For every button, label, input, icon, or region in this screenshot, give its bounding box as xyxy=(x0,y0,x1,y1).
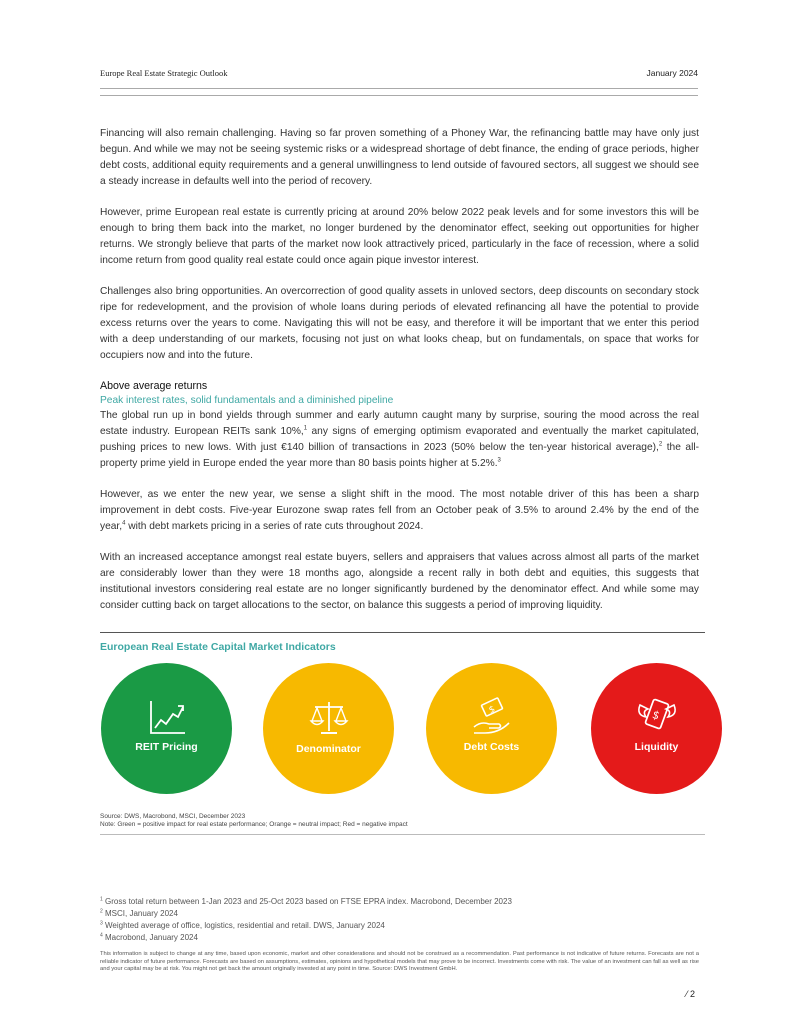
indicators-title: European Real Estate Capital Market Indicators xyxy=(100,641,336,653)
paragraph-4 xyxy=(100,408,699,472)
page-number: ⁄ 2 xyxy=(686,989,696,999)
indicator-label: Denominator xyxy=(296,743,361,755)
paragraph-4-part-b: any signs of emerging optimism evaporated and eventually the market capitulated, pushing prices to new lows. With just €140 billion of transactions in 2023 (50% below the ten-year historical average), xyxy=(100,426,699,453)
footnote-text: Gross total return between 1-Jan 2023 and 25-Oct 2023 based on FTSE EPRA index. Macrobond, December 2023 xyxy=(102,897,512,906)
footnotes xyxy=(100,896,512,944)
source-text: Source: DWS, Macrobond, MSCI, December 2023 xyxy=(100,813,246,820)
footnote-ref-1: 1 xyxy=(303,425,308,432)
footnote-ref-4: 4 xyxy=(122,520,126,527)
paragraph-5-part-b: with debt markets pricing in a series of rate cuts throughout 2024. xyxy=(125,521,424,532)
note-text: Note: Green = positive impact for real estate performance; Orange = neutral impact; Red = negative impact xyxy=(100,821,408,828)
footnote-number: 3 xyxy=(100,920,103,927)
paragraph-3: Challenges also bring opportunities. An overcorrection of good quality assets in unloved sectors, deep discounts on secondary stock ripe for redevelopment, and the provision of whole loans during periods of elevated refinancing all have the potential to provide excess returns over the years to come. Navigating this will not be easy, and therefore it will be important that we enter this period with a deep understanding of our markets, focusing not just on what looks cheap, but on fundamentals, on space that works for occupiers now and into the future. xyxy=(100,286,699,361)
indicators-rule xyxy=(100,632,705,633)
chart-growth-icon xyxy=(147,699,187,737)
flying-money-icon xyxy=(634,695,680,737)
footnote-3 xyxy=(100,920,512,932)
section-heading: Above average returns xyxy=(100,380,208,392)
header-rule-bottom xyxy=(100,95,698,96)
paragraph-1: Financing will also remain challenging. Having so far proven something of a Phoney War, the refinancing battle may have only just begun. And while we may not be seeing systemic risks or a widespread shortage of debt finance, the ending of grace periods, higher debt costs, additional equity requirements and a general unwillingness to lend outside of favoured sectors, all suggest we should see a steady increase in defaults well into the period of recovery. xyxy=(100,128,699,187)
footnote-number: 2 xyxy=(100,908,103,915)
scales-icon xyxy=(309,699,349,737)
paragraph-5 xyxy=(100,487,699,535)
document-title: Europe Real Estate Strategic Outlook xyxy=(100,68,228,78)
paragraph-4-part-c: the all-property prime yield in Europe ended the year more than 80 basis points higher at 5.2%. xyxy=(100,442,699,469)
paragraph-4-part-a: The global run up in bond yields through summer and early autumn caught many by surprise, souring the mood across the real estate industry. European REITs sank 10%, xyxy=(100,410,699,437)
svg-text:$: $ xyxy=(650,707,662,723)
indicator-label: REIT Pricing xyxy=(135,741,198,753)
body-text xyxy=(100,126,699,629)
footnote-ref-2: 2 xyxy=(658,441,663,448)
chart-source xyxy=(100,813,408,829)
paragraph-5-part-a: However, as we enter the new year, we sense a slight shift in the mood. The most notable driver of this has been a sharp improvement in debt costs. Five-year Eurozone swap rates fell from an October peak of 3.5% to around 2.4% by the end of the year, xyxy=(100,489,699,532)
paragraph-6: With an increased acceptance amongst real estate buyers, sellers and appraisers that values across almost all parts of the market are considerably lower than they were 18 months ago, alongside a recent rally in both debt and equities, this suggests that institutional investors considering real estate are no longer significantly burdened by the denominator effect. And while some may consider cutting back on target allocations to the sector, on balance this suggests a period of improving liquidity. xyxy=(100,552,699,611)
indicator-debt-costs xyxy=(426,663,557,794)
indicator-denominator xyxy=(263,663,394,794)
footnote-text: Weighted average of office, logistics, residential and retail. DWS, January 2024 xyxy=(102,921,385,930)
page-header xyxy=(100,68,698,82)
indicator-label: Liquidity xyxy=(634,741,679,753)
footnote-ref-3: 3 xyxy=(497,457,501,464)
section-subheading: Peak interest rates, solid fundamentals and a diminished pipeline xyxy=(100,395,394,406)
money-hand-icon xyxy=(471,697,513,737)
footnote-1 xyxy=(100,896,512,908)
indicator-reit-pricing xyxy=(101,663,232,794)
disclaimer: This information is subject to change at any time, based upon economic, market and other considerations and should not be construed as a recommendation. Past performance is not indicative of future returns. Forecasts are not a reliable indicator of future performance. Forecasts are based on assumptions, estimates, opinions and hypothetical models that may prove to be incorrect. Investments come with risk. The value of an investment can fall as well as rise and your capital may be at risk. You might not get back the amount originally invested at any point in time. Source: DWS Investment GmbH. xyxy=(100,951,699,973)
footnote-4 xyxy=(100,932,512,944)
indicator-label: Debt Costs xyxy=(463,741,520,753)
source-rule xyxy=(100,834,705,835)
svg-text:$: $ xyxy=(487,704,497,716)
paragraph-2: However, prime European real estate is currently pricing at around 20% below 2022 peak levels and for some investors this will be enough to bring them back into the market, no longer burdened by the denominator effect, seeking out opportunities for higher returns. We strongly believe that parts of the market now look attractively priced, particularly in the face of recession, where a solid income return from good quality real estate could once again pique investor interest. xyxy=(100,207,699,266)
document-date: January 2024 xyxy=(646,68,698,78)
indicator-liquidity xyxy=(591,663,722,794)
footnote-text: Macrobond, January 2024 xyxy=(102,933,198,942)
footnote-number: 1 xyxy=(100,896,103,903)
footnote-number: 4 xyxy=(100,932,103,939)
footnote-2 xyxy=(100,908,512,920)
footnote-text: MSCI, January 2024 xyxy=(102,909,178,918)
header-rule-top xyxy=(100,88,698,89)
